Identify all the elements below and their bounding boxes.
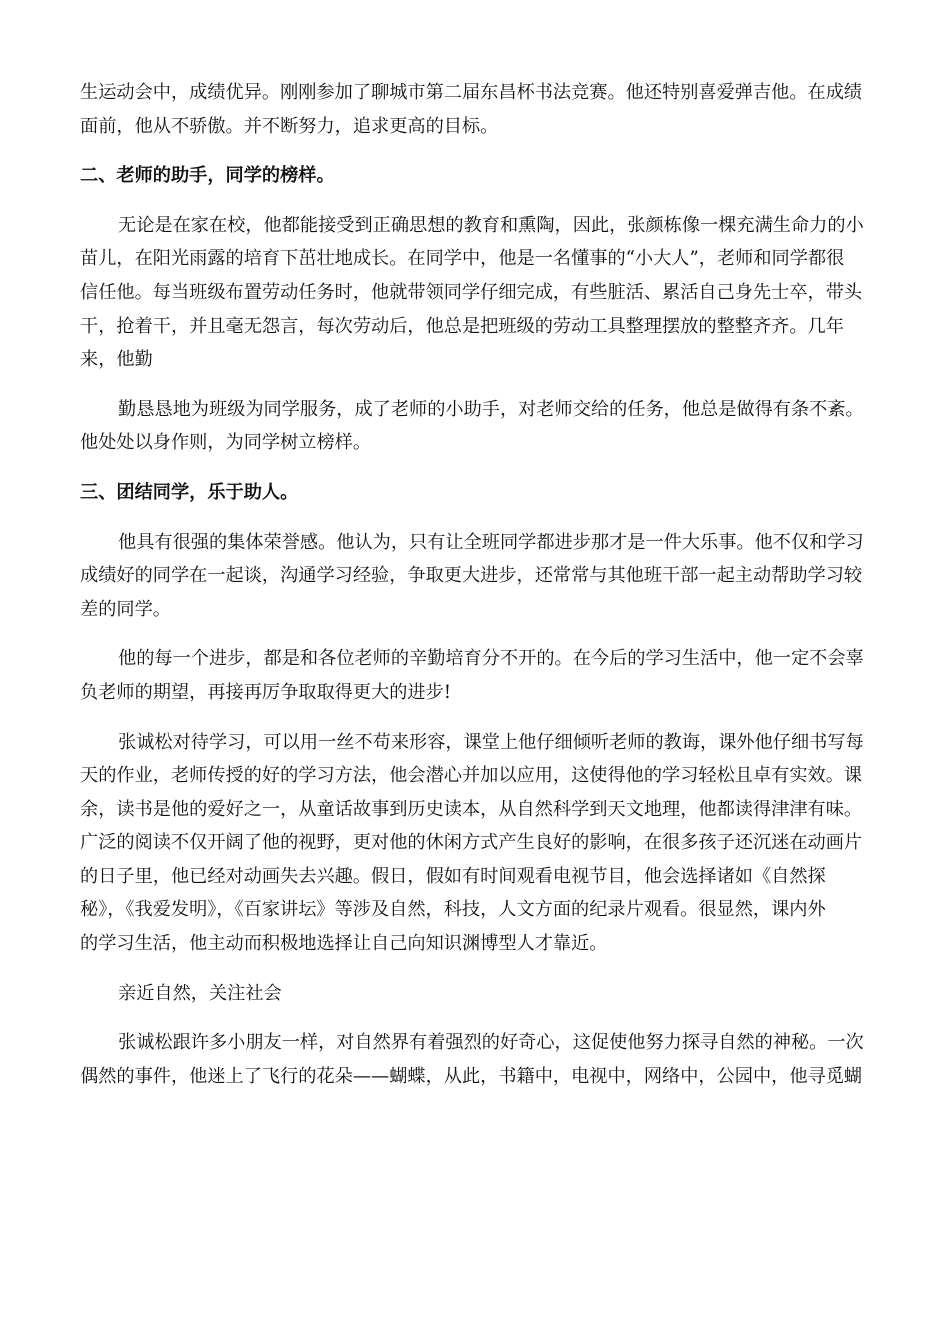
text-line: 面前，他从不骄傲。并不断努力，追求更高的目标。 [80, 115, 499, 137]
paragraph-collective-honor [80, 526, 880, 627]
text-line: 干，抢着干，并且毫无怨言，每次劳动后，他总是把班级的劳动工具整理摆放的整整齐齐。几年 [80, 315, 844, 337]
text-line: 信任他。每当班级布置劳动任务时，他就带领同学仔细完成，有些脏活、累活自己身先士卒，带头 [80, 281, 863, 303]
paragraph-study-attitude [80, 726, 880, 961]
text-line: 他处处以身作则，为同学树立榜样。 [80, 432, 372, 454]
text-line: 广泛的阅读不仅开阔了他的视野，更对他的休闲方式产生良好的影响，在很多孩子还沉迷在动画片 [80, 832, 863, 854]
text-line: 的学习生活，他主动而积极地选择让自己向知识渊博型人才靠近。 [80, 933, 608, 955]
text-line: 天的作业，老师传授的好的学习方法，他会潜心并加以应用，这使得他的学习轻松且卓有实效。课 [80, 765, 863, 787]
text-line: 余，读书是他的爱好之一，从童话故事到历史读本，从自然科学到天文地理，他都读得津津有味。 [80, 798, 863, 820]
paragraph-sports-achievements [80, 76, 880, 143]
text-line: 差的同学。 [80, 598, 171, 620]
text-line: 张诚松跟许多小朋友一样，对自然界有着强烈的好奇心，这促使他努力探寻自然的神秘。一次 [118, 1032, 864, 1054]
document-page [80, 76, 880, 1093]
text-line: 张诚松对待学习，可以用一丝不苟来形容，课堂上他仔细倾听老师的教诲，课外他仔细书写每 [118, 731, 864, 753]
text-line: 苗儿，在阳光雨露的培育下茁壮地成长。在同学中，他是一名懂事的“小大人”，老师和同学都很 [80, 248, 845, 270]
text-line: 无论是在家在校，他都能接受到正确思想的教育和熏陶，因此，张颜栋像一棵充满生命力的小 [118, 214, 864, 236]
paragraph-nature-curiosity [80, 1026, 880, 1093]
text-line: 他具有很强的集体荣誉感。他认为，只有让全班同学都进步那才是一件大乐事。他不仅和学习 [118, 531, 864, 553]
text-line: 生运动会中，成绩优异。刚刚参加了聊城市第二届东昌杯书法竞赛。他还特别喜爱弹吉他。在成绩 [80, 82, 863, 103]
section-heading-2 [80, 159, 880, 193]
text-line: 他的每一个进步，都是和各位老师的辛勤培育分不开的。在今后的学习生活中，他一定不会辜 [118, 648, 864, 670]
paragraph-role-model [80, 393, 880, 460]
paragraph-progress [80, 642, 880, 709]
text-line: 秘》，《我爱发明》，《百家讲坛》等涉及自然，科技，人文方面的纪录片观看。很显然，课内外 [80, 899, 826, 921]
text-line: 成绩好的同学在一起谈，沟通学习经验，争取更大进步，还常常与其他班干部一起主动帮助学习较 [80, 565, 863, 587]
text-line: 来，他勤 [80, 349, 153, 371]
paragraph-subtitle-nature [80, 977, 880, 1011]
text-line: 负老师的期望，再接再厉争取取得更大的进步! [80, 681, 452, 703]
paragraph-helper [80, 209, 880, 377]
heading-text: 二、老师的助手，同学的榜样。 [80, 165, 335, 187]
text-line: 的日子里，他已经对动画失去兴趣。假日，假如有时间观看电视节目，他会选择诸如《自然探 [80, 865, 826, 887]
text-line: 勤恳恳地为班级为同学服务，成了老师的小助手，对老师交给的任务，他总是做得有条不紊。 [118, 398, 864, 420]
text-line: 亲近自然，关注社会 [118, 982, 282, 1004]
heading-text: 三、团结同学，乐于助人。 [80, 481, 299, 503]
section-heading-3 [80, 476, 880, 510]
text-line: 偶然的事件，他迷上了飞行的花朵——蝴蝶，从此，书籍中，电视中，网络中，公园中，他寻觅蝴 [80, 1065, 863, 1087]
